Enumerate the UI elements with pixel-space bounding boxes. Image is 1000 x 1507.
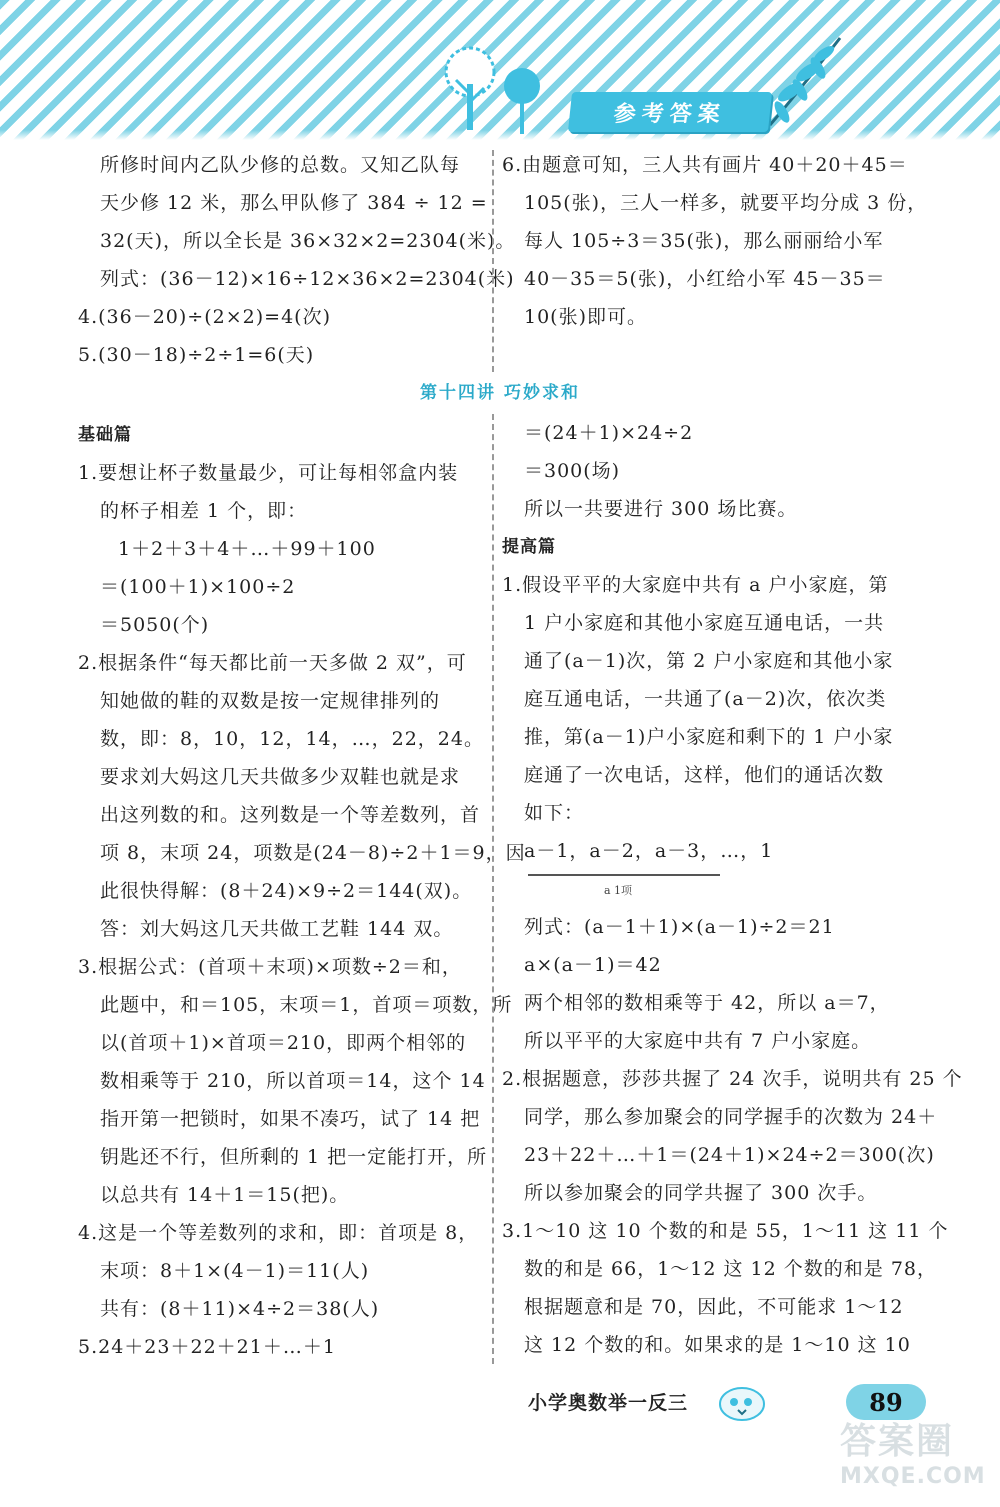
brace-label: a 1项 [604,884,633,897]
text-line: 根据题意和是 70，因此，不可能求 1～12 [524,1296,904,1318]
tree-icon [440,44,500,134]
text-line: 推，第(a－1)户小家庭和剩下的 1 户小家 [524,726,894,748]
text-line: 5.(30－18)÷2÷1=6(天) [78,344,315,366]
text-line: 5.24＋23＋22＋21＋…＋1 [78,1336,336,1358]
text-line: ＝(100＋1)×100÷2 [100,576,296,598]
text-line: 3.1～10 这 10 个数的和是 55，1～11 这 11 个 [502,1220,949,1242]
round-tree-icon [500,66,544,136]
text-line: 此题中，和＝105，末项＝1，首项＝项数，所 [100,994,513,1016]
text-line: 末项：8＋1×(4－1)＝11(人) [100,1260,370,1282]
text-line: 列式：(36－12)×16÷12×36×2=2304(米) [100,268,515,290]
text-line: ＝300(场) [524,460,621,482]
text-line: 23＋22＋…＋1＝(24＋1)×24÷2＝300(次) [524,1144,935,1166]
right-column [502,414,922,870]
text-line: ＝(24＋1)×24÷2 [524,422,694,444]
text-line: 庭互通电话，一共通了(a－2)次，依次类 [524,688,887,710]
leaf-branch-icon [760,30,850,130]
top-right-column [502,146,928,336]
section-title: 第十四讲 巧妙求和 [420,383,580,403]
text-line: 的杯子相差 1 个，即： [100,500,308,522]
text-line: 项 8，末项 24，项数是(24－8)÷2＋1＝9，因 [100,842,526,864]
text-line: 2.根据条件“每天都比前一天多做 2 双”，可 [78,652,467,674]
text-line: 32(天)，所以全长是 36×32×2=2304(米)。 [100,230,516,252]
text-line: 6.由题意可知，三人共有画片 40＋20＋45＝ [502,154,908,176]
text-line: 1.要想让杯子数量最少，可让每相邻盒内装 [78,462,459,484]
watermark-line: MXQE.COM [840,1464,986,1489]
text-line: 4.(36－20)÷(2×2)=4(次) [78,306,331,328]
text-line: 40－35＝5(张)，小红给小军 45－35＝ [524,268,886,290]
text-line: a－1，a－2，a－3，…，1 [524,840,774,862]
text-line: 105(张)，三人一样多，就要平均分成 3 份， [524,192,928,214]
page-number: 89 [846,1384,926,1420]
text-line: 庭通了一次电话，这样，他们的通话次数 [524,764,885,786]
text-line: 所以一共要进行 300 场比赛。 [524,498,798,520]
text-line: 1＋2＋3＋4＋…＋99＋100 [118,538,376,560]
text-line: 4.这是一个等差数列的求和，即：首项是 8， [78,1222,479,1244]
text-line: 1 户小家庭和其他小家庭互通电话，一共 [524,612,885,634]
column-divider [492,414,494,1364]
basic-heading: 基础篇 [78,425,132,445]
text-line: 通了(a－1)次，第 2 户小家庭和其他小家 [524,650,894,672]
text-line: 以(首项＋1)×首项＝210，即两个相邻的 [100,1032,467,1054]
answer-key-label: 参考答案 [568,92,772,132]
text-line: 2.根据题意，莎莎共握了 24 次手，说明共有 25 个 [502,1068,963,1090]
text-line: 数，即：8，10，12，14，…，22，24。 [100,728,484,750]
column-divider [492,150,494,372]
text-line: ＝5050(个) [100,614,210,636]
text-line: 两个相邻的数相乘等于 42，所以 a＝7， [524,992,890,1014]
text-line: 所以参加聚会的同学共握了 300 次手。 [524,1182,878,1204]
text-line: 天少修 12 米，那么甲队修了 384 ÷ 12 = [100,192,488,214]
watermark-line: 答案圈 [840,1421,955,1462]
text-line: 钥匙还不行，但所剩的 1 把一定能打开，所 [100,1146,488,1168]
text-line: 知她做的鞋的双数是按一定规律排列的 [100,690,441,712]
text-line: 如下： [524,802,585,824]
text-line: 指开第一把锁时，如果不凑巧，试了 14 把 [100,1108,481,1130]
watermark [840,1420,1000,1507]
text-line: 出这列数的和。这列数是一个等差数列，首 [100,804,481,826]
text-line: 1.假设平平的大家庭中共有 a 户小家庭，第 [502,574,889,596]
left-column [78,416,526,1366]
text-line: 要求刘大妈这几天共做多少双鞋也就是求 [100,766,461,788]
text-line: 每人 105÷3＝35(张)，那么丽丽给小军 [524,230,884,252]
text-line: 数相乘等于 210，所以首项＝14，这个 14 [100,1070,486,1092]
text-line: 同学，那么参加聚会的同学握手的次数为 24＋ [524,1106,938,1128]
text-line: 所以平平的大家庭中共有 7 户小家庭。 [524,1030,872,1052]
advanced-heading: 提高篇 [502,537,556,557]
text-line: 10(张)即可。 [524,306,648,328]
owl-icon [714,1380,770,1424]
text-line: 数的和是 66，1～12 这 12 个数的和是 78， [524,1258,937,1280]
underbrace [528,870,720,876]
text-line: 所修时间内乙队少修的总数。又知乙队每 [100,154,461,176]
text-line: 答：刘大妈这几天共做工艺鞋 144 双。 [100,918,454,940]
book-title: 小学奥数举一反三 [528,1392,689,1414]
text-line: 以总共有 14＋1＝15(把)。 [100,1184,350,1206]
text-line: 此很快得解：(8＋24)×9÷2＝144(双)。 [100,880,473,902]
text-line: 共有：(8＋11)×4÷2＝38(人) [100,1298,380,1320]
text-line: 3.根据公式：(首项＋末项)×项数÷2＝和， [78,956,462,978]
right-column-continued [502,908,963,1364]
text-line: 这 12 个数的和。如果求的是 1～10 这 10 [524,1334,911,1356]
top-left-column [78,146,516,374]
text-line: a×(a－1)＝42 [524,954,662,976]
text-line: 列式：(a－1＋1)×(a－1)÷2＝21 [524,916,835,938]
